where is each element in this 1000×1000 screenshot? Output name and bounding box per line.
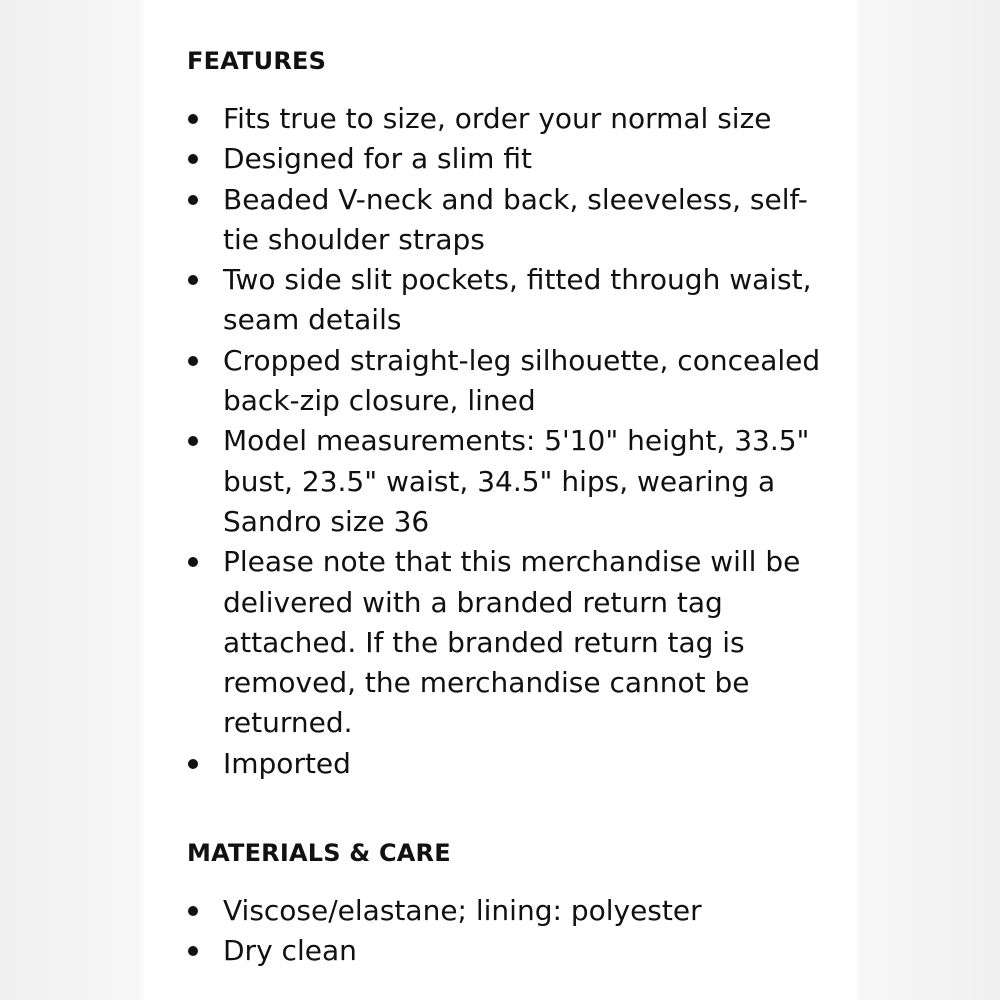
list-item-text: Model measurements: 5'10" height, 33.5" bust, 23.5" waist, 34.5" hips, wearing a Sandro size 36: [223, 424, 810, 538]
bullet-icon: [188, 436, 198, 446]
list-item-text: Fits true to size, order your normal size: [223, 102, 772, 135]
features-list: [187, 99, 827, 784]
bullet-icon: [188, 946, 198, 956]
list-item-text: Please note that this merchandise will be delivered with a branded return tag attached. If the branded return tag is removed, the merchandise cannot be returned.: [223, 545, 801, 740]
bullet-icon: [188, 356, 198, 366]
list-item-text: Dry clean: [223, 934, 357, 968]
list-item: [187, 421, 827, 542]
list-item: [187, 891, 827, 931]
list-item-text: Cropped straight-leg silhouette, concealed back-zip closure, lined: [223, 343, 821, 418]
bullet-icon: [188, 906, 198, 916]
list-item-text: Viscose/elastane; lining: polyester: [223, 894, 702, 927]
bullet-icon: [188, 557, 198, 567]
features-heading: FEATURES: [187, 47, 327, 75]
list-item: [187, 931, 827, 971]
bullet-icon: [188, 154, 198, 164]
product-details-panel: [145, 0, 857, 1000]
materials-care-heading: MATERIALS & CARE: [187, 839, 451, 867]
list-item: [187, 260, 827, 341]
list-item: [187, 99, 827, 139]
bullet-icon: [188, 114, 198, 124]
list-item-text: Designed for a slim fit: [223, 142, 532, 176]
list-item: [187, 542, 827, 743]
bullet-icon: [188, 195, 198, 205]
list-item: [187, 180, 827, 261]
list-item-text: Imported: [223, 746, 351, 780]
list-item-text: Beaded V-neck and back, sleeveless, self-tie shoulder straps: [223, 182, 808, 256]
list-item: [187, 341, 827, 422]
materials-care-list: [187, 891, 827, 972]
list-item-text: Two side slit pockets, fitted through waist, seam details: [223, 263, 812, 337]
bullet-icon: [188, 275, 198, 285]
bullet-icon: [188, 759, 198, 769]
list-item: [187, 744, 827, 784]
list-item: [187, 139, 827, 179]
